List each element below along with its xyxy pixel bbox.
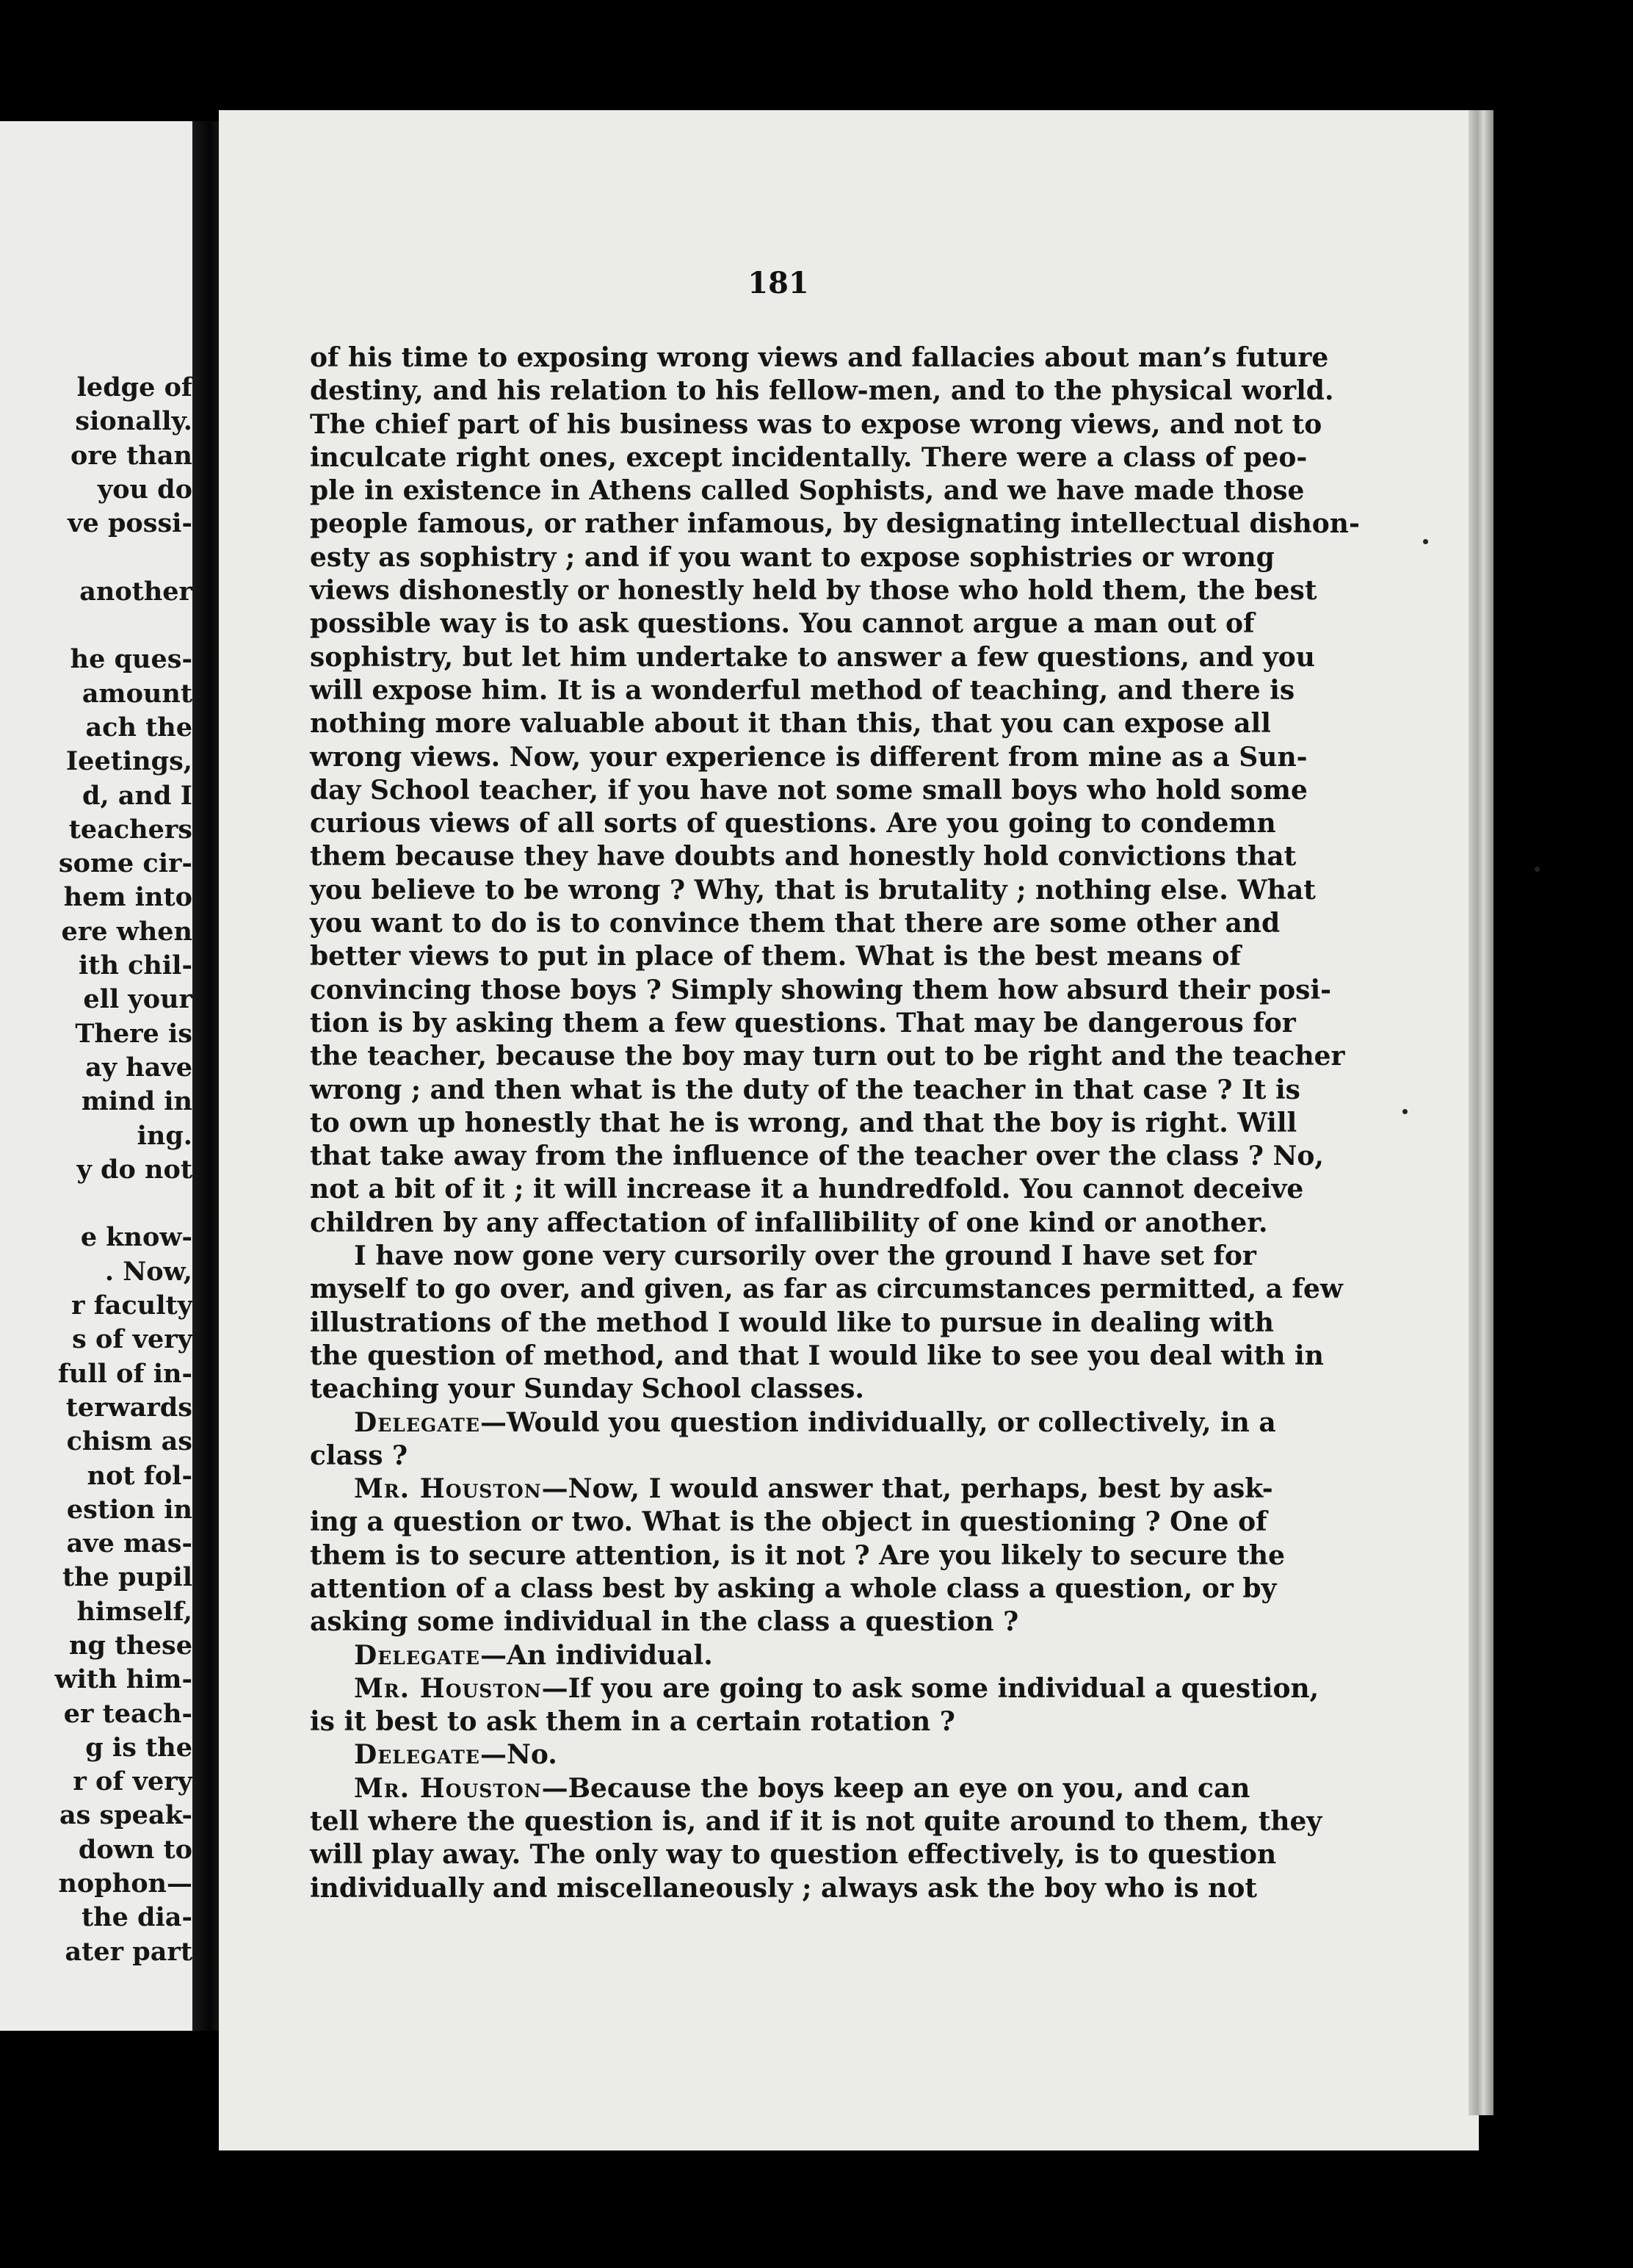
speech-text: —An individual. <box>479 1639 713 1671</box>
text-line: class ? <box>310 1440 408 1471</box>
left-page-fragment: himself, <box>76 1596 192 1627</box>
speaker-name: Mr. Houston <box>354 1672 542 1704</box>
speech-text: —No. <box>479 1739 557 1771</box>
text-line: that take away from the influence of the teacher over the class ? No, <box>310 1141 1324 1172</box>
text-line: is it best to ask them in a certain rotation ? <box>310 1706 955 1738</box>
text-line <box>310 1473 1273 1506</box>
left-page-fragment: not fol- <box>87 1460 192 1491</box>
text-line: myself to go over, and given, as far as circumstances permitted, a few <box>310 1274 1343 1305</box>
text-line: to own up honestly that he is wrong, and that the boy is right. Will <box>310 1107 1297 1138</box>
left-page-fragment: ledge of <box>76 372 192 402</box>
left-page-fragment: estion in <box>66 1494 192 1525</box>
left-page-fragment: teachers <box>68 814 192 845</box>
text-line: views dishonestly or honestly held by those who hold them, the best <box>310 575 1317 607</box>
left-page-fragment: as speak- <box>59 1800 192 1831</box>
text-line: nothing more valuable about it than this, that you can expose all <box>310 708 1271 740</box>
text-line: the question of method, and that I would like to see you deal with in <box>310 1340 1324 1371</box>
left-page-fragment: ve possi- <box>68 508 192 539</box>
left-page-fragment: some cir- <box>58 848 192 879</box>
text-line <box>310 1639 1241 1672</box>
left-page-fragment: hem into <box>63 882 192 913</box>
left-page-fragment: Ieetings, <box>65 746 192 777</box>
left-page-fragment: e know- <box>80 1222 192 1253</box>
text-line: people famous, or rather infamous, by designating intellectual dishon- <box>310 508 1360 540</box>
speaker-name: Delegate <box>354 1406 480 1438</box>
text-line: tell where the question is, and if it is not quite around to them, they <box>310 1806 1322 1838</box>
left-page-fragment: ng these <box>69 1630 192 1661</box>
left-page-fragment: . Now, <box>104 1256 192 1287</box>
text-line: sophistry, but let him undertake to answer a few questions, and you <box>310 641 1315 673</box>
text-line: asking some individual in the class a question ? <box>310 1606 1019 1638</box>
text-line: ing a question or two. What is the object in questioning ? One of <box>310 1506 1267 1538</box>
left-page-fragment: r of very <box>73 1766 192 1797</box>
text-line: ple in existence in Athens called Sophists, and we have made those <box>310 475 1305 507</box>
left-page-fragment: terwards <box>65 1392 192 1423</box>
speaker-name: Delegate <box>354 1739 480 1771</box>
left-page-fragment: ore than <box>70 440 192 471</box>
text-line: esty as sophistry ; and if you want to expose sophistries or wrong <box>310 541 1275 573</box>
left-page-fragment: y do not <box>76 1154 192 1185</box>
left-page-fragment: g is the <box>85 1732 192 1763</box>
text-line: attention of a class best by asking a whole class a question, or by <box>310 1572 1277 1604</box>
left-page-fragment: ere when <box>61 916 192 947</box>
page-number: 181 <box>747 266 809 300</box>
left-page-fragment: with him- <box>54 1664 192 1695</box>
left-page-fragment: s of very <box>72 1324 192 1355</box>
left-page-fragment: ell your <box>83 984 192 1015</box>
left-page-text-fragments <box>54 371 192 1969</box>
speech-text: —Because the boys keep an eye on you, and can <box>541 1772 1250 1804</box>
left-page-fragment: ach the <box>85 712 192 743</box>
left-page-fragment: ith chil- <box>79 950 192 981</box>
text-line: curious views of all sorts of questions. Are you going to condemn <box>310 808 1276 839</box>
body-text <box>310 342 1360 1905</box>
text-line: children by any affectation of infallibility of one kind or another. <box>310 1207 1268 1238</box>
speech-text: —Now, I would answer that, perhaps, best by ask- <box>541 1473 1273 1505</box>
text-line: inculcate right ones, except incidentally. There were a class of peo- <box>310 441 1308 473</box>
speech-text: —If you are going to ask some individual a question, <box>541 1672 1319 1704</box>
left-page-fragment: d, and I <box>82 780 192 811</box>
left-page-fragment: r faculty <box>71 1290 192 1321</box>
text-line: tion is by asking them a few questions. That may be dangerous for <box>310 1007 1296 1039</box>
left-page-fragment: down to <box>78 1834 192 1865</box>
text-line: wrong ; and then what is the duty of the teacher in that case ? It is <box>310 1074 1300 1105</box>
text-line <box>310 1406 1276 1440</box>
book-gutter <box>192 121 222 2031</box>
text-line <box>310 1672 1319 1705</box>
left-page-fragment: sionally. <box>75 406 192 437</box>
paper-speck <box>1423 539 1428 544</box>
text-line: them because they have doubts and honestly hold convictions that <box>310 841 1297 873</box>
paper-speck <box>1535 867 1540 872</box>
text-line: you believe to be wrong ? Why, that is brutality ; nothing else. What <box>310 874 1316 906</box>
text-line: The chief part of his business was to expose wrong views, and not to <box>310 408 1322 440</box>
left-page-fragment: mind in <box>81 1086 192 1117</box>
text-line: not a bit of it ; it will increase it a hundredfold. You cannot deceive <box>310 1174 1304 1205</box>
left-page-fragment: the dia- <box>81 1902 192 1933</box>
text-line: them is to secure attention, is it not ? Are you likely to secure the <box>310 1539 1286 1571</box>
text-line: convincing those boys ? Simply showing them how absurd their posi- <box>310 974 1332 1005</box>
speaker-name: Delegate <box>354 1639 480 1671</box>
left-page-fragment: he ques- <box>70 644 192 675</box>
text-line: illustrations of the method I would like to pursue in dealing with <box>310 1307 1274 1338</box>
text-line: the teacher, because the boy may turn out to be right and the teacher <box>310 1041 1345 1072</box>
text-line: will expose him. It is a wonderful method of teaching, and there is <box>310 674 1295 706</box>
text-line <box>310 1738 1241 1772</box>
text-line: day School teacher, if you have not some small boys who hold some <box>310 774 1308 806</box>
left-page-fragment: the pupil <box>62 1562 192 1593</box>
text-line: of his time to exposing wrong views and fallacies about man’s future <box>310 342 1329 373</box>
speaker-name: Mr. Houston <box>354 1473 542 1505</box>
text-line: better views to put in place of them. What is the best means of <box>310 941 1241 972</box>
speaker-name: Mr. Houston <box>354 1772 542 1804</box>
left-page-fragment: another <box>79 576 192 607</box>
text-line: wrong views. Now, your experience is different from mine as a Sun- <box>310 741 1308 773</box>
text-line <box>310 1772 1250 1805</box>
left-page-fragment: er teach- <box>63 1698 192 1729</box>
text-line: you want to do is to convince them that there are some other and <box>310 908 1281 939</box>
text-line: destiny, and his relation to his fellow-men, and to the physical world. <box>310 375 1334 407</box>
page-edge <box>1469 110 1493 2115</box>
paper-speck <box>1402 1109 1408 1114</box>
left-page-fragment: nophon— <box>58 1868 192 1899</box>
left-page-fragment: chism as <box>66 1426 192 1457</box>
left-page <box>0 121 200 2031</box>
left-page-fragment: full of in- <box>57 1358 192 1389</box>
text-line: teaching your Sunday School classes. <box>310 1373 864 1405</box>
left-page-fragment: ay have <box>85 1052 192 1083</box>
text-line: possible way is to ask questions. You cannot argue a man out of <box>310 608 1255 640</box>
left-page-fragment <box>54 1187 192 1221</box>
left-page-fragment <box>54 609 192 643</box>
left-page-fragment <box>54 541 192 574</box>
speech-text: —Would you question individually, or collectively, in a <box>479 1406 1276 1438</box>
left-page-fragment: ater part <box>65 1936 192 1967</box>
text-line: will play away. The only way to question effectively, is to question <box>310 1839 1277 1871</box>
left-page-fragment: ing. <box>137 1120 192 1151</box>
left-page-fragment: you do <box>97 474 192 505</box>
left-page-fragment: ave mas- <box>66 1528 192 1559</box>
left-page-fragment: amount <box>82 678 192 709</box>
left-page-fragment: There is <box>75 1018 192 1049</box>
text-line: individually and miscellaneously ; always ask the boy who is not <box>310 1872 1257 1904</box>
text-line: I have now gone very cursorily over the ground I have set for <box>354 1240 1256 1272</box>
